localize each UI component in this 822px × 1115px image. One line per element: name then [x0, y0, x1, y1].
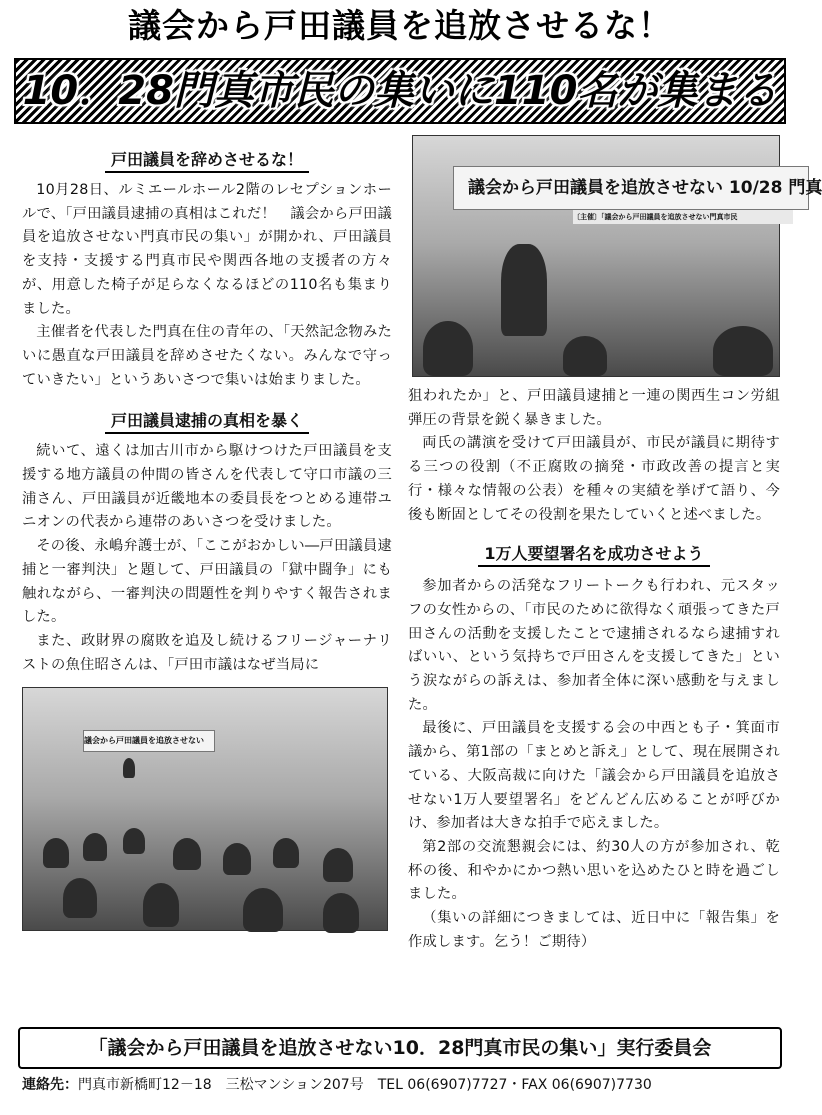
speaker-photo-subbanner: 〔主催〕「議会から戸田議員を追放させない門真市民 [573, 210, 793, 224]
right-column [408, 135, 822, 954]
article-paragraph: 参加者からの活発なフリートークも行われ、元スタッフの女性からの、「市民のために欲得なく頑張ってきた戸田さんの活動を支援したことで逮捕されるなら逮捕すればいい、という気持ちで戸田さんを支援してきた」という涙ながらの訴えは、参加者全体に深い感動を与えました。 [408, 578, 780, 713]
article-paragraph: 狙われたか」と、戸田議員逮捕と一連の関西生コン労組弾圧の背景を鋭く暴きました。 [408, 388, 780, 428]
left-column [22, 135, 392, 931]
section-heading-resign-text: 戸田議員を辞めさせるな！ [105, 150, 309, 173]
audience-figure [63, 878, 97, 918]
article-paragraph: 10月28日、ルミエールホール2階のレセプションホールで、「戸田議員逮捕の真相はこれだ！ 議会から戸田議員を追放させない門真市民の集い」が開かれ、戸田議員を支持・支援する門真市民や関西各地の支援者の方々が、用意した椅子が足らなくなるほどの110名も集まりました。 [22, 182, 392, 317]
article-paragraph: （集いの詳細につきましては、近日中に「報告集」を作成します。乞う！ご期待） [408, 910, 780, 950]
section-heading-truth-text: 戸田議員逮捕の真相を暴く [105, 411, 309, 434]
audience-figure [423, 321, 473, 376]
speaker-figure [123, 758, 135, 778]
page-title-mark: ！ [638, 6, 672, 45]
audience-figure [223, 843, 251, 875]
section-heading-resign [22, 149, 392, 171]
article-paragraph: 最後に、戸田議員を支援する会の中西とも子・箕面市議から、第1部の「まとめと訴え」として、現在展開されている、大阪高裁に向けた「議会から戸田議員を追放させない1万人要望署名」をどんどん広めることが呼びかけ、参加者は大きな拍手で応えました。 [408, 720, 780, 832]
article-paragraph: 主催者を代表した門真在住の青年の、「天然記念物みたいに愚直な戸田議員を辞めさせたくない。みんなで守っていきたい」というあいさつで集いは始まりました。 [22, 324, 392, 388]
section-heading-petition-text: 1万人要望署名を成功させよう [478, 544, 709, 567]
section-heading-petition [408, 543, 780, 565]
page-title-text: 議会から戸田議員を追放させるな [128, 6, 638, 45]
audience-figure [713, 326, 773, 376]
article-paragraph: 第2部の交流懇親会には、約30人の方が参加され、乾杯の後、和やかにかつ熱い思いを込めたひと時を過ごしました。 [408, 838, 780, 903]
audience-photo-banner: 議会から戸田議員を追放させない [83, 730, 215, 752]
audience-figure [323, 848, 353, 882]
speaker-photo-banner: 議会から戸田議員を追放させない 10/28 門真 [453, 166, 809, 210]
section-heading-truth [22, 410, 392, 432]
audience-figure [173, 838, 201, 870]
page-title [0, 0, 800, 52]
headline-banner-text: 10．28門真市民の集いに110名が集まる [22, 68, 778, 114]
audience-figure [143, 883, 179, 927]
contact-line [22, 1071, 782, 1099]
article-paragraph: また、政財界の腐敗を追及し続けるフリージャーナリストの魚住昭さんは、「戸田市議はなぜ当局に [22, 632, 392, 673]
article-paragraph: その後、永嶋弁護士が、「ここがおかしい―戸田議員逮捕と一審判決」と題して、戸田議員の「獄中闘争」にも触れながら、一審判決の問題性を判りやすく報告されました。 [22, 538, 392, 626]
audience-figure [83, 833, 107, 861]
committee-name: 「議会から戸田議員を追放させない10．28門真市民の集い」実行委員会 [88, 1037, 712, 1059]
contact-phone: TEL 06(6907)7727・FAX 06(6907)7730 [377, 1077, 652, 1093]
audience-figure [273, 838, 299, 868]
article-paragraph: 続いて、遠くは加古川市から駆けつけた戸田議員を支援する地方議員の仲間の皆さんを代表して守口市議の三浦さん、戸田議員が近畿地本の委員長をつとめる連帯ユニオンの代表から連帯のあいさつを受けました。 [22, 443, 392, 531]
contact-label: 連絡先： [22, 1077, 78, 1093]
audience-figure [123, 828, 145, 854]
audience-figure [43, 838, 69, 868]
audience-figure [323, 893, 359, 933]
committee-box [18, 1027, 782, 1069]
audience-photo [22, 687, 388, 931]
audience-figure [563, 336, 607, 376]
audience-figure [243, 888, 283, 932]
speaker-photo [412, 135, 822, 377]
contact-address: 門真市新橋町12－18 三松マンション207号 [78, 1077, 364, 1093]
headline-banner [14, 58, 786, 124]
article-paragraph: 両氏の講演を受けて戸田議員が、市民が議員に期待する三つの役割（不正腐敗の摘発・市政改善の提言と実行・様々な情報の公表）を種々の実績を挙げて語り、今後も断固としてその役割を果たしていくと述べました。 [408, 435, 780, 523]
speaker-figure [501, 244, 547, 336]
